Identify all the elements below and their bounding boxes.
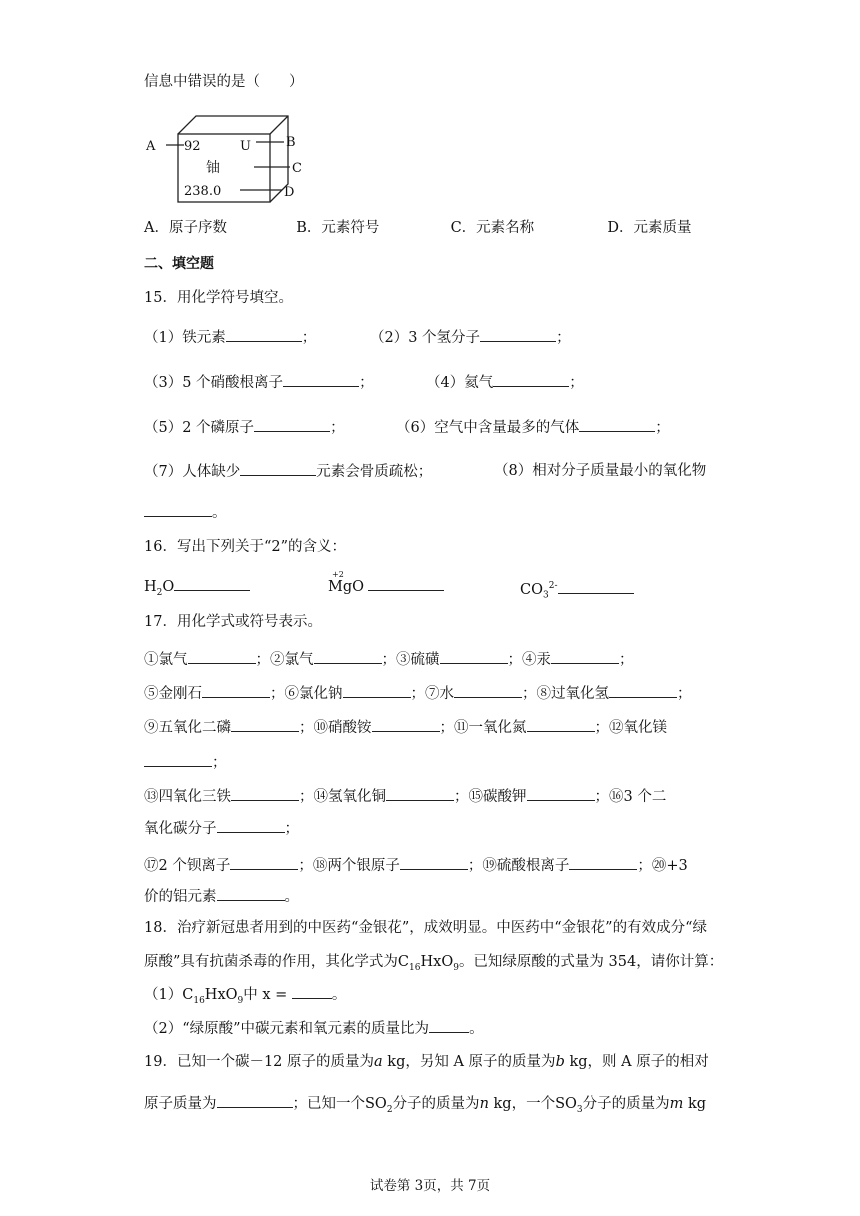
q15-row5: 。	[144, 502, 227, 523]
answer-blank[interactable]	[493, 372, 569, 387]
q16-stem: 16．写出下列关于“2”的含义：	[144, 539, 347, 555]
q18-part2: （2）“绿原酸”中碳元素和氧元素的质量比为 。	[144, 1018, 484, 1039]
option-a[interactable]: A．原子序数	[144, 220, 227, 236]
answer-blank[interactable]	[283, 372, 359, 387]
formula-h2o: $H_2O$	[144, 579, 175, 598]
answer-blank[interactable]	[454, 683, 522, 698]
q15-row1: （1）铁元素 ； （2）3 个氢分子 ；	[144, 327, 316, 348]
q17-row4: ⑬四氧化三铁 ；⑭氢氧化铜 ；⑮碳酸钾 ；⑯3 个二	[144, 786, 666, 807]
answer-blank[interactable]	[217, 818, 285, 833]
tag-b: B	[286, 135, 296, 150]
q15-row2: （3）5 个硝酸根离子 ； （4）氦气 ；	[144, 372, 374, 393]
q15-row4: （7）人体缺少 元素会骨质疏松； （8）相对分子质量最小的氧化物	[144, 463, 707, 480]
q17-row4b: 氧化碳分子 ；	[144, 818, 299, 839]
q17-row1: ①氯气 ；②氯气 ；③硫磺 ；④汞 ；	[144, 649, 634, 670]
answer-blank[interactable]	[558, 579, 634, 594]
section-title: 二、填空题	[144, 256, 214, 272]
q19-line1: 19．已知一个碳－12 原子的质量为a kg，另知 A 原子的质量为b kg，则 A 原子的相对	[144, 1054, 709, 1070]
tag-d: D	[284, 185, 295, 200]
answer-blank[interactable]	[144, 502, 212, 517]
q18-line2: 原酸”具有抗菌杀毒的作用，其化学式为$C_{16}HxO_9$。已知绿原酸的式量为 354，请你计算：	[144, 954, 724, 973]
q14-stem: 信息中错误的是（ ）	[144, 74, 304, 90]
q15-stem: 15．用化学符号填空。	[144, 290, 293, 306]
answer-blank[interactable]	[217, 1093, 293, 1108]
answer-blank[interactable]	[254, 417, 330, 432]
answer-blank[interactable]	[314, 649, 382, 664]
answer-blank[interactable]	[400, 855, 468, 870]
answer-blank[interactable]	[231, 717, 299, 732]
answer-blank[interactable]	[231, 786, 299, 801]
answer-blank[interactable]	[202, 683, 270, 698]
q17-row5b: 价的铝元素 。	[144, 886, 299, 907]
answer-blank[interactable]	[480, 327, 556, 342]
answer-blank[interactable]	[386, 786, 454, 801]
q15-row3: （5）2 个磷原子 ； （6）空气中含量最多的气体 ；	[144, 417, 345, 438]
q17-row5: ⑰2 个钡离子 ；⑱两个银原子 ；⑲硫酸根离子 ；⑳+3	[144, 855, 688, 876]
answer-blank[interactable]	[609, 683, 677, 698]
answer-blank[interactable]	[429, 1018, 469, 1033]
answer-blank[interactable]	[230, 855, 298, 870]
q18-line1: 18．治疗新冠患者用到的中医药“金银花”，成效明显。中医药中“金银花”的有效成分“绿	[144, 920, 708, 936]
atomic-mass: 238.0	[184, 184, 222, 199]
answer-blank[interactable]	[343, 683, 411, 698]
option-b[interactable]: B．元素符号	[296, 220, 380, 236]
answer-blank[interactable]	[174, 576, 250, 591]
element-symbol: U	[240, 139, 251, 154]
answer-blank[interactable]	[368, 576, 444, 591]
answer-blank[interactable]	[579, 417, 655, 432]
q14-options	[144, 218, 692, 238]
answer-blank[interactable]	[217, 886, 285, 901]
element-name: 铀	[206, 160, 220, 176]
answer-blank[interactable]	[372, 717, 440, 732]
element-box-diagram	[144, 110, 314, 206]
answer-blank[interactable]	[226, 327, 302, 342]
q18-part1: $(1)C_{16}HxO_9$中 x = 。	[144, 984, 346, 1011]
page-footer: 试卷第 3页，共 7页	[369, 1178, 491, 1194]
q17-row3: ⑨五氧化二磷 ；⑩硝酸铵 ；⑪一氧化氮 ；⑫氧化镁	[144, 717, 667, 738]
answer-blank[interactable]	[188, 649, 256, 664]
answer-blank[interactable]	[292, 984, 332, 999]
q17-row2: ⑤金刚石 ；⑥氯化钠 ；⑦水 ；⑧过氧化氢 ；	[144, 683, 692, 704]
answer-blank[interactable]	[440, 649, 508, 664]
formula-co3: $CO_3^{2-}$	[520, 576, 634, 606]
option-d[interactable]: D．元素质量	[607, 220, 692, 236]
formula-c16hxo9: $C_{16}HxO_9$	[397, 954, 459, 973]
q17-row3b: ；	[144, 752, 227, 773]
answer-blank[interactable]	[551, 649, 619, 664]
answer-blank[interactable]	[569, 855, 637, 870]
atomic-number: 92	[184, 139, 201, 154]
answer-blank[interactable]	[527, 786, 595, 801]
q16-formulas	[144, 570, 558, 603]
q19-line2: 原子质量为 ；已知一个$SO_2$分子的质量为n kg，一个$SO_3$分子的质量为m kg	[144, 1093, 706, 1120]
formula-mgo: +2 MgO	[328, 576, 444, 597]
tag-c: C	[292, 161, 302, 176]
q17-stem: 17．用化学式或符号表示。	[144, 614, 322, 630]
tag-a: A	[146, 139, 156, 154]
answer-blank[interactable]	[527, 717, 595, 732]
answer-blank[interactable]	[240, 461, 316, 476]
answer-blank[interactable]	[144, 752, 212, 767]
option-c[interactable]: C．元素名称	[450, 220, 535, 236]
